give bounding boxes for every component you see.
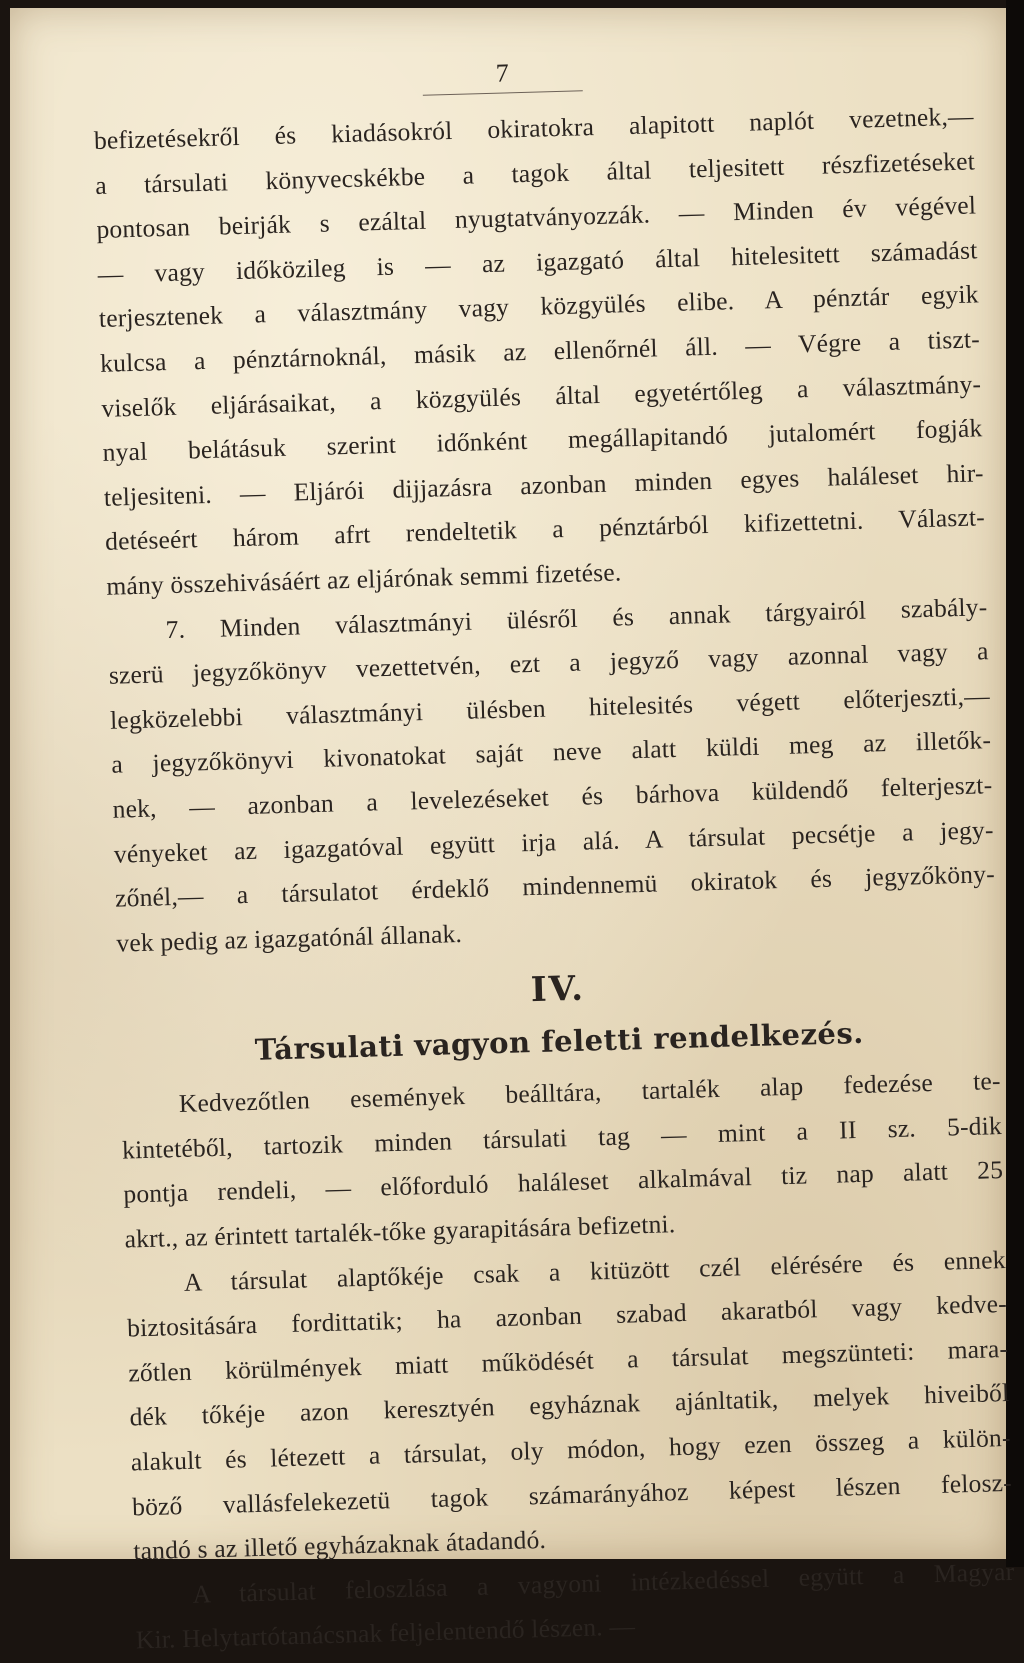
page-number: 7 [422,56,583,95]
text-line: nyal belátásuk szerint időnként megállapitandó jutalomért fogják [102,413,983,468]
text-line: Kedvezőtlen események beálltára, tartalék alap fedezése te- [178,1066,1001,1119]
text-line: akrt., az érintett tartalék-tőke gyarapitására befizetni. [124,1209,676,1254]
text-line: A társulat feloszlása a vagyoni intézkedéssel együtt a Magyar [192,1556,1015,1609]
text-line: dék tőkéje azon keresztyén egyháznak ajánltatik, melyek hiveiből [129,1378,1010,1432]
text-line: pontja rendeli, — előforduló haláleset alkalmával tiz nap alatt 25 [123,1155,1004,1210]
text-line: a társulati könyvecskékbe a tagok által teljesitett részfizetéseket [94,145,976,200]
text-line: nek, — azonban a levelezéseket és bárhova küldendő felterjeszt- [112,770,993,824]
section-title: Társulati vagyon feletti rendelkezés. [254,1016,865,1068]
text-line: teljesiteni. — Eljárói dijjazásra azonban minden egyes haláleset hir- [103,458,984,512]
text-line: viselők eljárásaikat, a közgyülés által egyetértőleg a választmány- [101,368,982,423]
text-line: A társulat alaptőkéje csak a kitüzött czél elérésére és ennek [183,1244,1006,1297]
text-line: — vagy időközileg is — az igazgató által hitelesitett számadást [97,235,978,289]
text-line: vek pedig az igazgatónál állanak. [115,918,463,958]
page-text [92,45,1016,1663]
text-line: Kir. Helytartótanácsnak feljelentendő lészen. — [135,1611,636,1655]
text-line: 7. Minden választmányi ülésről és annak tárgyairól szabály- [165,591,988,644]
text-line: vényeket az igazgatóval együtt irja alá. A társulat pecsétje a jegy- [113,814,994,869]
text-line: zőtlen körülmények miatt működését a társulat megszünteti: mara- [127,1333,1009,1388]
section-number: IV. [530,968,586,1011]
text-line: befizetésekről és kiadásokról okiratokra alapitott naplót vezetnek,— [93,101,975,155]
text-line: szerü jegyzőkönyv vezettetvén, ezt a jegyző vagy azonnal vagy a [108,636,989,690]
text-line: alakult és létezett a társulat, oly módon, hogy ezen összeg a külön- [130,1422,1011,1477]
text-line: tandó s az illető egyházaknak átadandó. [132,1525,547,1566]
text-line: legközelebbi választmányi ülésben hitelesités végett előterjeszti,— [109,680,991,735]
text-line: zőnél,— a társulatot érdeklő mindennemü okiratok és jegyzőköny- [114,859,996,913]
text-line: böző vallásfelekezetü tagok számarányához képest lészen felosz- [131,1467,1013,1522]
text-line: mány összehivásáért az eljárónak semmi fizetése. [106,557,622,601]
text-line: biztositására fordittatik; ha azonban szabad akaratból vagy kedve- [126,1289,1008,1343]
text-line: pontosan beirják s ezáltal nyugtatványozzák. — Minden év végével [96,190,977,245]
text-line: kintetéből, tartozik minden társulati tag — mint a II sz. 5-dik [121,1110,1003,1165]
scan-edge [1006,0,1024,1567]
text-line: a jegyzőkönyvi kivonatokat saját neve alatt küldi meg az illetők- [110,725,992,780]
text-line: kulcsa a pénztárnoknál, másik az ellenőrnél áll. — Végre a tiszt- [99,324,981,378]
text-line: terjesztenek a választmány vagy közgyülés elibe. A pénztár egyik [98,279,980,334]
text-line: detéseért három afrt rendeltetik a pénztárból kifizettetni. Választ- [104,502,986,557]
